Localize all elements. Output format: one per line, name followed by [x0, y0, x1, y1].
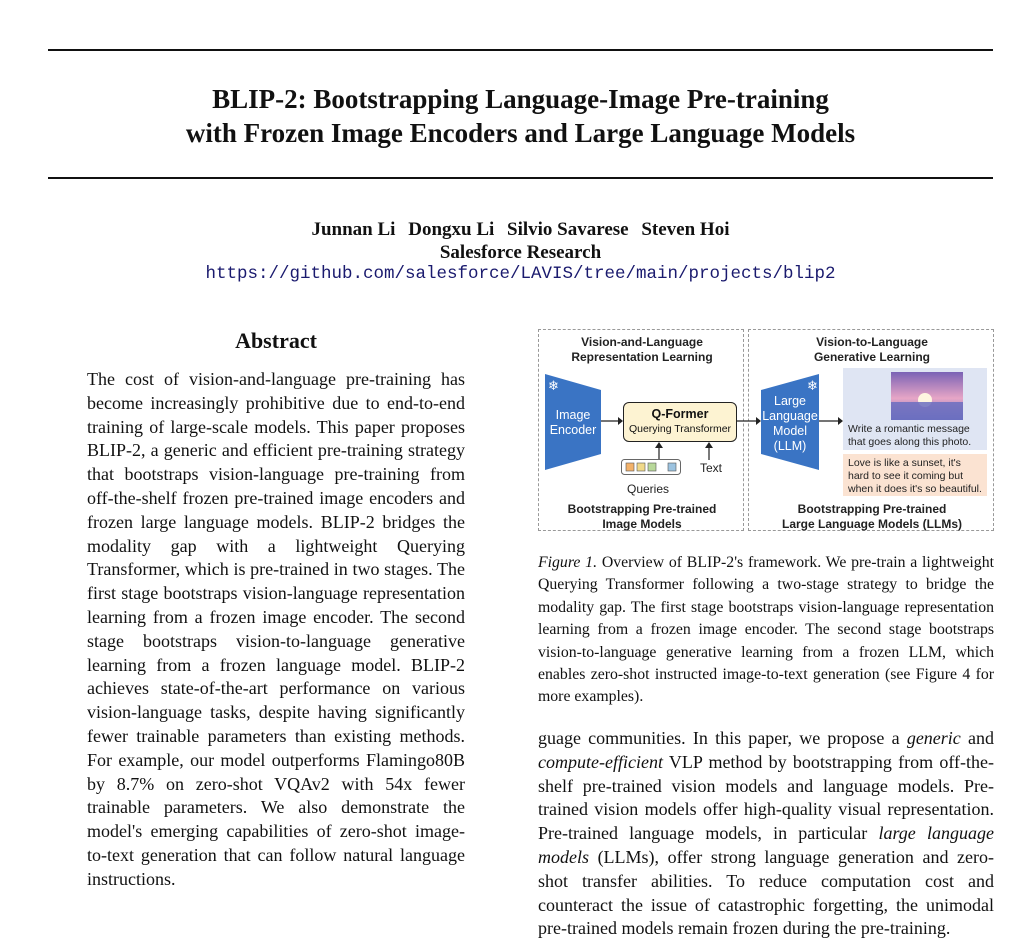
left-panel-footer-line: Bootstrapping Pre-trained: [567, 502, 717, 516]
left-panel: [538, 329, 744, 531]
query-tokens-icon: [621, 459, 681, 475]
llm-label: [761, 396, 819, 452]
left-panel-footer: [539, 502, 745, 532]
paper-title: [48, 82, 993, 150]
right-panel-footer-line: Large Language Models (LLMs): [781, 517, 962, 531]
llm-label-line: Language: [762, 409, 818, 423]
top-rule: [48, 49, 993, 51]
left-panel-footer-line: Image Models: [602, 517, 682, 531]
llm-label-line: (LLM): [773, 439, 807, 453]
right-panel-title-line: Generative Learning: [813, 350, 931, 364]
body-text: VLP method by bootstrapping from off-the-shelf pre-trained vision models and language models. Pre-trained vision models offer high-quality visual representation. Pre-trained language models, in particular: [538, 751, 994, 844]
llm-label-line: Large: [774, 394, 806, 408]
arrow-qformer-to-llm: [737, 416, 761, 426]
queries-label: Queries: [627, 482, 670, 496]
prompt-bubble: [843, 368, 987, 450]
qformer-subtitle: Querying Transformer: [628, 423, 732, 435]
text-label: Text: [700, 461, 723, 475]
title-bottom-rule: [48, 177, 993, 179]
title-line-1: BLIP-2: Bootstrapping Language-Image Pre-training: [212, 84, 829, 114]
intro-paragraph: [538, 727, 994, 941]
right-panel-footer-line: Bootstrapping Pre-trained: [797, 502, 947, 516]
caption-label: Figure 1.: [538, 554, 598, 571]
sunset-photo: [891, 372, 963, 420]
qformer-block: [623, 402, 737, 442]
qformer-name: Q-Former: [651, 407, 709, 421]
body-emphasis: generic: [906, 728, 961, 748]
image-encoder-label: [545, 408, 601, 438]
arrow-encoder-to-qformer: [601, 416, 623, 426]
body-emphasis: compute-efficient: [538, 751, 663, 772]
response-text: Love is like a sunset, it's hard to see it coming but when it does it's so beautiful.: [848, 457, 982, 495]
author-list: [48, 218, 993, 241]
affiliation: Salesforce Research: [439, 242, 602, 263]
snowflake-icon: ❄: [548, 378, 559, 393]
body-text: and: [960, 728, 994, 748]
right-panel-footer: [749, 502, 995, 532]
body-text: guage communities. In this paper, we propose a: [538, 728, 907, 748]
prompt-text: Write a romantic message that goes along this photo.: [848, 423, 972, 448]
left-panel-title-line: Representation Learning: [571, 350, 713, 364]
abstract-text: The cost of vision-and-language pre-training has become increasingly prohibitive due to end-to-end training of large-scale models. This paper proposes BLIP-2, a generic and efficient pre-training strategy that bootstraps vision-language pre-training from off-the-shelf frozen pre-trained image encoders and frozen large language models. BLIP-2 bridges the modality gap with a lightweight Querying Transformer, which is pre-trained in two stages. The first stage bootstraps vision-language representation learning from a frozen image encoder. The second stage bootstraps vision-to-language generative learning from a frozen language model. BLIP-2 achieves state-of-the-art performance on various vision-language tasks, despite having significantly fewer trainable parameters than existing methods. For example, our model outperforms Flamingo80B by 8.7% on zero-shot VQAv2 with 54x fewer trainable parameters. We also demonstrate the model's emerging capabilities of zero-shot image-to-text generation that can follow natural language instructions.: [87, 369, 465, 889]
author-name: Junnan Li: [311, 219, 396, 240]
arrow-llm-to-output: [819, 416, 843, 426]
author-name: Dongxu Li: [408, 219, 495, 240]
image-encoder-label-line: Encoder: [549, 423, 597, 437]
right-panel: [748, 329, 994, 531]
image-encoder-label-line: Image: [555, 408, 591, 422]
author-block: [48, 218, 993, 264]
caption-text: Overview of BLIP-2's framework. We pre-train a lightweight Querying Transformer following a two-stage strategy to bridge the modality gap. The first stage bootstraps vision-language representation learning from a frozen image encoder. The second stage bootstraps vision-to-language generative learning from a frozen LLM, which enables zero-shot instructed image-to-text generation (see Figure 4 for more examples).: [538, 554, 994, 706]
right-panel-title-line: Vision-to-Language: [816, 335, 928, 349]
author-name: Steven Hoi: [641, 219, 730, 240]
title-line-2: with Frozen Image Encoders and Large Language Models: [185, 118, 856, 148]
figure-1-framework-diagram: [538, 329, 994, 533]
left-panel-title: [539, 335, 745, 365]
left-panel-title-line: Vision-and-Language: [581, 335, 703, 349]
right-panel-title: [749, 335, 995, 365]
body-text: (LLMs), offer strong language generation and zero-shot transfer abilities. To reduce computation cost and counteract the issue of catastrophic forgetting, the unimodal pre-trained models remain frozen during the pre-training.: [538, 846, 994, 939]
abstract-heading: Abstract: [235, 328, 317, 353]
figure-1-caption: [538, 552, 994, 709]
author-name: Silvio Savarese: [507, 219, 629, 240]
response-bubble: [843, 454, 987, 496]
body-emphasis: large language models: [538, 823, 994, 867]
project-url-link[interactable]: https://github.com/salesforce/LAVIS/tree/main/projects/blip2: [205, 264, 836, 284]
snowflake-icon: ❄: [807, 378, 818, 393]
llm-label-line: Model: [772, 424, 808, 438]
